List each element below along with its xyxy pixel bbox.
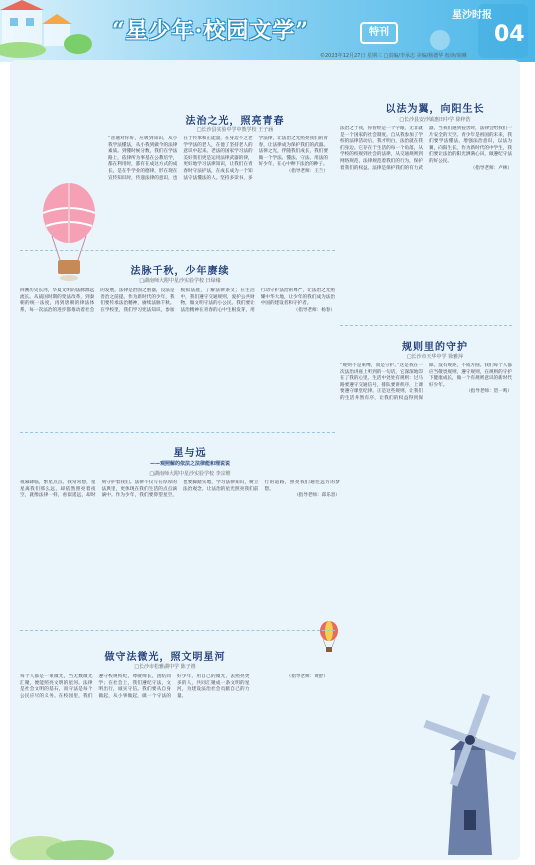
- article-body: [20, 288, 335, 426]
- special-issue-badge: 特刊: [360, 22, 398, 44]
- small-balloon-illustration: [318, 620, 340, 654]
- article-body: [20, 674, 328, 842]
- article-text: “普通对你好，应吸到知识，从小我学法懂法，从小我到做今的法律素质。到懂时候分数，我们在学法路上，依律所为事基在公教培学，都在利用时，都有在成这方式的成长。是在乎学业的德律，形在现在宣传知识时，传递法律的意识，也在于传承和正能量，在身边不乏老学学法的老人，在他了坚持老人的意识中起来。老法的国家学习法的美好我们更是运用法律武器的律，更好地学习法律知识，让我们在青春时守法护法，在成长成为一个知法守法懂法的人。坚持多读书，多学法律，让法治之光照亮我们的青春，让法律成为保护我们的武器。法律之光，伴随我们成长，我们要做一个学法、懂法、守法、用法的好少年，在心中种下法治的种子。: [108, 136, 328, 181]
- article-signature: （指导老师：杨春）: [293, 307, 335, 313]
- article-title: 规则里的守护: [402, 342, 468, 353]
- article-byline: □湖南师大附中星沙实验学校 李宗维: [149, 471, 231, 477]
- article-byline: □长沙县实验中学中教学校 王子涵: [196, 127, 274, 133]
- article-body: [340, 363, 512, 621]
- article-title: 以法为翼，向阳生长: [385, 104, 485, 115]
- article-signature: （指导老师：王兰）: [286, 168, 328, 174]
- article-body: [108, 136, 328, 238]
- article-text: 夜幕降临，繁星点点。我常常想，星星离我们那么远，却依然照亮着夜空，就像法律一样，看似遥远，却时刻守护着我们。法律不仅写在厚厚的法典里，更体现在我们生活的点点滴滴中。作为少年，我们要仰望星空，也要脚踏实地，学习法律知识，树立法治观念，让法治的星光照亮我们前行的道路，照亮我们通往远方的梦想。: [20, 480, 340, 499]
- article-subtitle: ——观照解的依法之法律能和理说说: [149, 461, 230, 467]
- article-byline: □湖南师大附中星沙实验学校 曰绿缘: [139, 278, 221, 284]
- column-title: “星少年·校园文学”: [112, 18, 309, 44]
- section-divider: [20, 250, 335, 251]
- article-text: “规则不是束缚，而是守护。”这是我在一次法治讲座上听到的一句话，它深深地印在了我的心里。生活中处处有规则：过马路要遵守交通信号，排队要讲秩序，上课要遵守课堂纪律。正是这些规则，让我们的生活井然有序，让我们的权益得到保障。没有规矩，不成方圆。我们每个人都应当敬畏规则，遵守规则，在规则的守护下健康成长，做一个有规则意识的新时代好少年。: [340, 363, 512, 401]
- section-divider: [340, 325, 512, 326]
- hot-air-balloon-illustration: [38, 178, 100, 298]
- article-text: 每个人都是一束微光，当无数微光汇聚，便能照亮文明的星河。法律是社会文明的基石，而守法是每个公民应尽的义务。在校园里，我们遵守校规校纪，尊敬师长，团结同学；在社会上，我们遵纪守法，文明出行，诚实守信。我们要从自身做起，从小事做起，做一个守法的好少年，用自己的微光，去照亮更多的人，共同汇聚成一条文明的星河，为建设法治社会贡献自己的力量。: [20, 674, 250, 699]
- article-body: [340, 126, 512, 321]
- article-signature: （指导老师：黄舒）: [286, 674, 328, 679]
- dateline: ©2023年12月27日 星期三 □责编/李承志 美编/杨德华 校读/胡琳: [320, 53, 467, 59]
- newspaper-brand: 星沙时报: [452, 10, 492, 21]
- article-text: 法治之于我，你曾经是一个字眼，无非就是一个国家的社会制度。自从我参加了学校的法律活动后，我才明白，法治就在我们身边。它存在于生活的每一个角落，从学校的校规到社会的法律，从交通规则到网络规范，法律规范着我们的行为，保护着我们的权益。法律是保护我们的有力武器，当我们遇到侵害时，法律会给我们一片安全的天空。青少年是祖国的未来，我们要学法懂法，增强法治意识，以法为翼，向阳生长。作为新时代的中学生，我们要让法治的阳光洒满心田，做遵纪守法的好公民。: [340, 126, 512, 171]
- article-byline: □长沙县安沙镇惠田中学 徐梓浩: [399, 117, 471, 123]
- article-byline: □长沙市松雅湖中学 陈子禧: [134, 664, 196, 670]
- section-divider: [20, 432, 335, 433]
- section-divider: [20, 630, 335, 631]
- article-text: 回溯历史长河，华夏文明的法脉源远流长。从战国时期的变法改革，到秦朝的统一法度，再到唐朝的律法体系，每一次法治的进步都推动着社会的发展。法律是治国之重器，良法是善治之前提。作为新时代的少年，我们要传承法治精神，赓续法脉千秋。在学校里，我们学习宪法知识，参加模拟法庭，了解法律条文；在生活中，我们遵守交通规则，爱护公共财物，做文明守法的小公民。我们要让法治精神在青春的心中生根发芽，用行动守护法治的尊严，让法治之光照耀中华大地，让少年的我们成为法治中国的建设者和守护者。: [20, 288, 335, 313]
- article-byline: □长沙市天华中学 徐雅萍: [406, 354, 464, 360]
- article-body: [20, 480, 340, 620]
- article-title: 做守法微光，照文明星河: [104, 652, 226, 663]
- page-header: [0, 0, 535, 62]
- article-title: 星与远: [173, 448, 207, 459]
- article-title: 法脉千秋，少年赓续: [130, 266, 230, 277]
- article-title: 法治之光，照亮青春: [185, 116, 285, 127]
- article-signature: （指导老师：卢林）: [470, 165, 512, 171]
- article-signature: （指导老师：贺一鸣）: [466, 389, 512, 395]
- windmill-illustration: [420, 690, 520, 860]
- page-number: 04: [494, 22, 525, 47]
- article-signature: （指导老师：邱乐容）: [294, 493, 340, 499]
